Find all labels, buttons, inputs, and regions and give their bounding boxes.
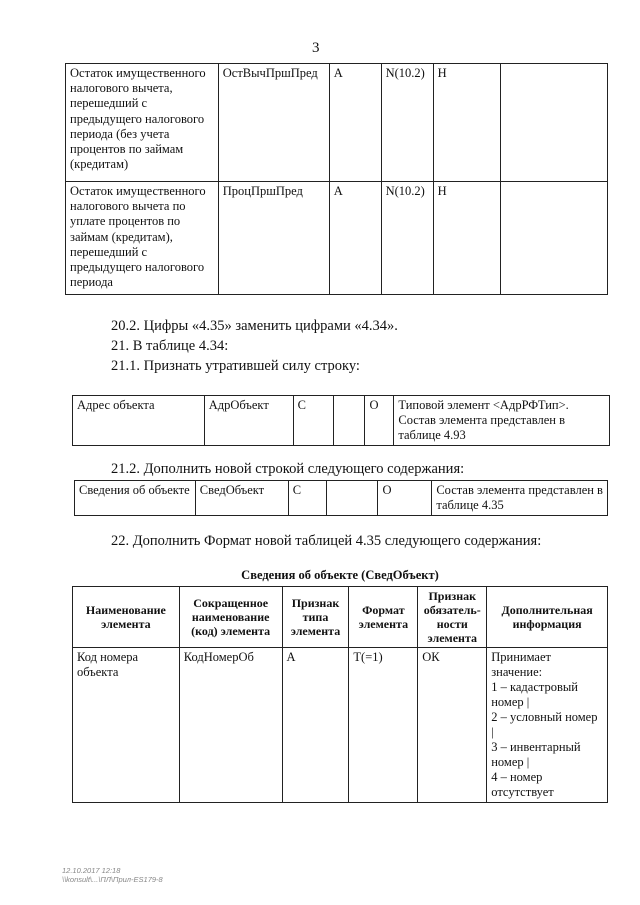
element-name-cell: Остаток имущественного налогового вычета по уплате процентов по займам (кредитам), перешедший с предыдущего налогового периода <box>66 182 219 295</box>
element-name-cell: Код номера объекта <box>73 648 180 803</box>
paragraph-21-1: 21.1. Признать утратившей силу строку: <box>111 358 360 374</box>
info-line: 3 – инвентарный номер | <box>491 740 581 769</box>
column-header: Сокращенное наименование (код) элемента <box>179 587 282 648</box>
element-format-cell: N(10.2) <box>381 64 433 182</box>
element-info-cell <box>487 648 608 803</box>
element-format-cell <box>326 481 378 516</box>
table-row <box>73 648 608 803</box>
info-line: 2 – условный номер | <box>491 710 598 739</box>
paragraph-22: 22. Дополнить Формат новой таблицей 4.35 следующего содержания: <box>111 533 542 549</box>
element-type-cell: С <box>293 396 333 446</box>
paragraph-21-2: 21.2. Дополнить новой строкой следующего содержания: <box>111 461 465 477</box>
paragraph-21: 21. В таблице 4.34: <box>111 338 229 354</box>
info-line: 1 – кадастровый номер | <box>491 680 578 709</box>
table-caption: Сведения об объекте (СведОбъект) <box>241 568 439 582</box>
info-line: Принимает значение: <box>491 650 551 679</box>
element-type-cell: С <box>288 481 326 516</box>
column-header: Наименование элемента <box>73 587 180 648</box>
table-row <box>66 182 608 295</box>
page-number: 3 <box>312 40 320 56</box>
element-code-cell: АдрОбъект <box>204 396 293 446</box>
footer-date: 12.10.2017 12:18 <box>62 866 121 875</box>
paragraph-20-2: 20.2. Цифры «4.35» заменить цифрами «4.34». <box>111 318 398 334</box>
table-removed-row <box>72 395 610 446</box>
element-info-cell: Типовой элемент <АдрРФТип>. Состав элемента представлен в таблице 4.93 <box>394 396 610 446</box>
footer-path: \\konsult\...\ПЛ\Прил-ЕЅ179-8 <box>62 875 163 884</box>
element-required-cell: ОК <box>418 648 487 803</box>
element-type-cell: А <box>329 182 381 295</box>
element-required-cell: О <box>378 481 432 516</box>
table-row <box>73 396 610 446</box>
element-info-cell <box>501 64 608 182</box>
element-required-cell: Н <box>433 64 501 182</box>
column-header: Дополнительная информация <box>487 587 608 648</box>
info-line: 4 – номер отсутствует <box>491 770 554 799</box>
table-row <box>75 481 608 516</box>
element-info-cell <box>501 182 608 295</box>
column-header: Формат элемента <box>349 587 418 648</box>
element-code-cell: СведОбъект <box>195 481 288 516</box>
element-type-cell: А <box>282 648 349 803</box>
footer-stamp <box>62 866 163 884</box>
element-required-cell: Н <box>433 182 501 295</box>
element-required-cell: О <box>365 396 394 446</box>
element-code-cell: ОстВычПршПред <box>218 64 329 182</box>
table-row <box>66 64 608 182</box>
element-name-cell: Адрес объекта <box>73 396 205 446</box>
element-name-cell: Сведения об объекте <box>75 481 196 516</box>
element-code-cell: КодНомерОб <box>179 648 282 803</box>
table-header-row <box>73 587 608 648</box>
element-format-cell: N(10.2) <box>381 182 433 295</box>
element-code-cell: ПроцПршПред <box>218 182 329 295</box>
element-info-cell: Состав элемента представлен в таблице 4.35 <box>432 481 608 516</box>
column-header: Признак обязатель-ности элемента <box>418 587 487 648</box>
element-format-cell <box>333 396 365 446</box>
element-name-cell: Остаток имущественного налогового вычета, перешедший с предыдущего налогового периода (без учета процентов по займам (кредитам) <box>66 64 219 182</box>
element-type-cell: А <box>329 64 381 182</box>
element-format-cell: Т(=1) <box>349 648 418 803</box>
table-added-row <box>74 480 608 516</box>
table-4-35 <box>72 586 608 803</box>
table-continuation <box>65 63 608 295</box>
column-header: Признак типа элемента <box>282 587 349 648</box>
